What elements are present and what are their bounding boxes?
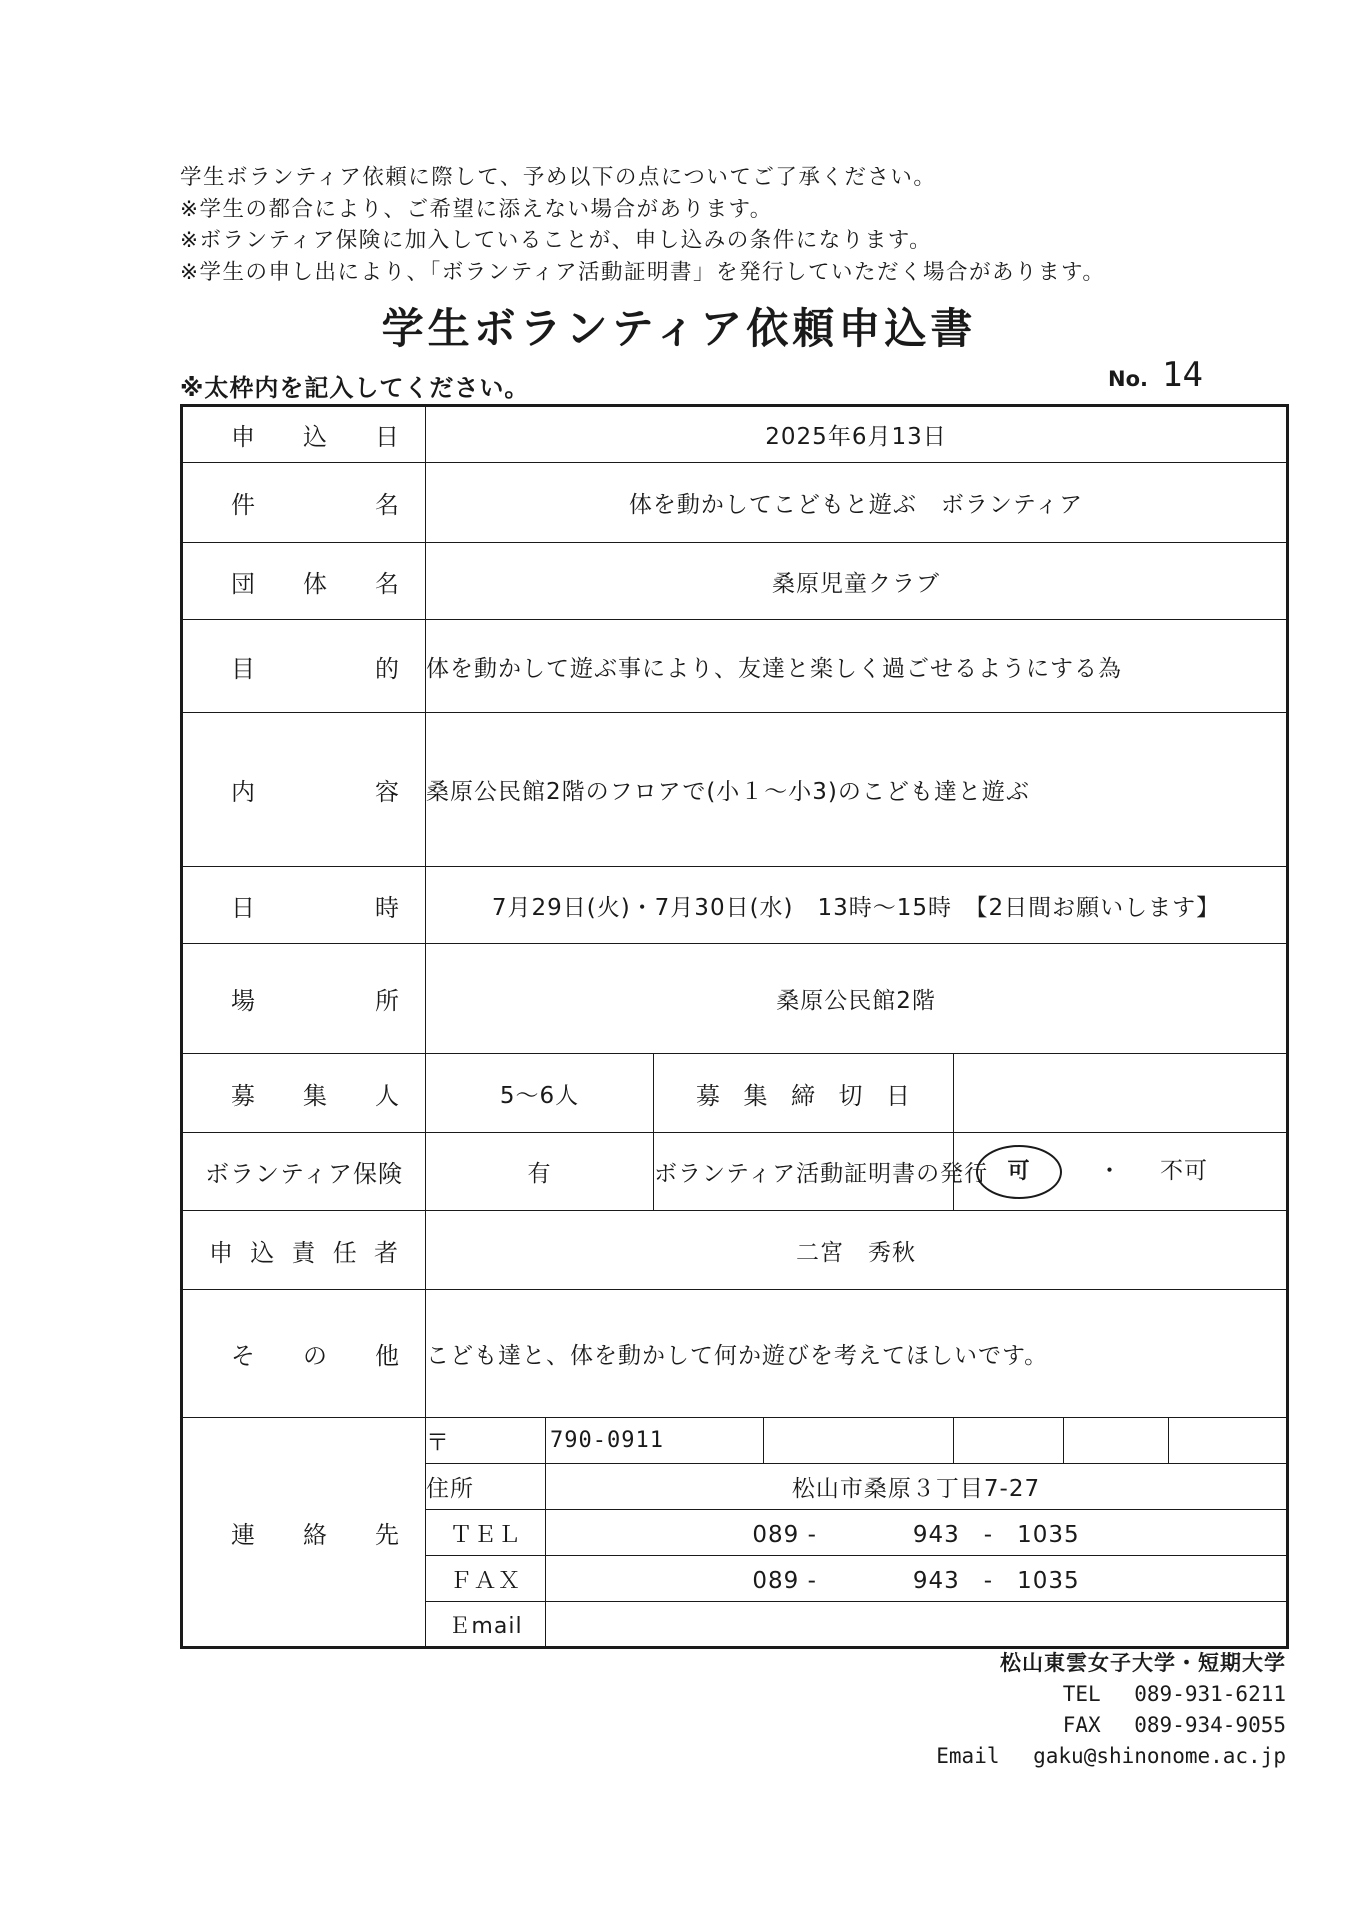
insurance-value[interactable]: 有 xyxy=(426,1133,654,1211)
deadline-value[interactable] xyxy=(954,1054,1288,1133)
university-contact xyxy=(936,1648,1286,1772)
university-name: 松山東雲女子大学・短期大学 xyxy=(1000,1651,1286,1675)
address-label: 住所 xyxy=(426,1464,546,1510)
tel-value[interactable]: 089 - 943 - 1035 xyxy=(546,1510,1288,1556)
row-insurance xyxy=(182,1133,1288,1211)
place-label: 場 所 xyxy=(182,944,426,1054)
option-separator: ・ xyxy=(1098,1157,1122,1184)
recruit-label: 募 集 人 xyxy=(182,1054,426,1133)
insurance-label: ボランティア保険 xyxy=(182,1133,426,1211)
datetime-value[interactable]: 7月29日(火)・7月30日(水) 13時～15時 【2日間お願いします】 xyxy=(426,867,1288,944)
responsible-label: 申 込 責 任 者 xyxy=(182,1211,426,1290)
responsible-value[interactable]: 二宮 秀秋 xyxy=(426,1211,1288,1290)
option-yes-circled[interactable]: 可 xyxy=(976,1145,1062,1199)
email-value[interactable] xyxy=(546,1602,1288,1648)
recruit-count-value[interactable]: 5～6人 xyxy=(426,1054,654,1133)
document-number xyxy=(1108,355,1203,395)
place-value[interactable]: 桑原公民館2階 xyxy=(426,944,1288,1054)
content-value[interactable]: 桑原公民館2階のフロアで(小１～小3)のこども達と遊ぶ xyxy=(426,713,1288,867)
doc-number-label: No. xyxy=(1108,367,1148,391)
row-other xyxy=(182,1290,1288,1418)
fax-value[interactable]: 089 - 943 - 1035 xyxy=(546,1556,1288,1602)
notice-line: ※ボランティア保険に加入していることが、申し込みの条件になります。 xyxy=(180,228,933,253)
organization-label: 団 体 名 xyxy=(182,543,426,620)
postal-label: 〒 xyxy=(426,1418,546,1464)
row-responsible xyxy=(182,1211,1288,1290)
application-date-value[interactable]: 2025年6月13日 xyxy=(426,406,1288,463)
row-application-date xyxy=(182,406,1288,463)
row-organization xyxy=(182,543,1288,620)
university-tel: TEL 089-931-6211 xyxy=(1062,1682,1286,1706)
row-purpose xyxy=(182,620,1288,713)
postal-extra-cell[interactable] xyxy=(1064,1418,1169,1464)
subject-value[interactable]: 体を動かしてこどもと遊ぶ ボランティア xyxy=(426,463,1288,543)
certificate-options xyxy=(954,1133,1288,1211)
university-fax: FAX 089-934-9055 xyxy=(1062,1713,1286,1737)
notice-line: ※学生の都合により、ご希望に添えない場合があります。 xyxy=(180,196,773,222)
fax-label: ＦＡＸ xyxy=(426,1556,546,1602)
content-label: 内 容 xyxy=(182,713,426,867)
notice-block xyxy=(180,162,1240,288)
address-value[interactable]: 松山市桑原３丁目7-27 xyxy=(546,1464,1288,1510)
purpose-value[interactable]: 体を動かして遊ぶ事により、友達と楽しく過ごせるようにする為 xyxy=(426,620,1288,713)
deadline-label: 募 集 締 切 日 xyxy=(654,1054,954,1133)
instruction-text: ※太枠内を記入してください。 xyxy=(180,374,530,402)
row-place xyxy=(182,944,1288,1054)
notice-line: ※学生の申し出により、「ボランティア活動証明書」を発行していただく場合があります。 xyxy=(180,259,1106,285)
university-email: Email gaku@shinonome.ac.jp xyxy=(936,1744,1286,1768)
notice-line: 学生ボランティア依頼に際して、予め以下の点についてご了承ください。 xyxy=(180,165,937,190)
postal-value[interactable]: 790-0911 xyxy=(546,1418,764,1464)
contact-label: 連 絡 先 xyxy=(182,1418,426,1648)
row-recruit xyxy=(182,1054,1288,1133)
postal-extra-cell[interactable] xyxy=(1169,1418,1288,1464)
row-subject xyxy=(182,463,1288,543)
datetime-label: 日 時 xyxy=(182,867,426,944)
other-label: そ の 他 xyxy=(182,1290,426,1418)
subject-label: 件 名 xyxy=(182,463,426,543)
row-content xyxy=(182,713,1288,867)
application-date-label: 申 込 日 xyxy=(182,406,426,463)
email-label: Ｅmail xyxy=(426,1602,546,1648)
application-form xyxy=(180,404,1289,1649)
organization-value[interactable]: 桑原児童クラブ xyxy=(426,543,1288,620)
row-datetime xyxy=(182,867,1288,944)
row-postal xyxy=(182,1418,1288,1464)
option-no[interactable]: 不可 xyxy=(1160,1157,1208,1184)
other-value[interactable]: こども達と、体を動かして何か遊びを考えてほしいです。 xyxy=(426,1290,1288,1418)
certificate-label: ボランティア活動証明書の発行 xyxy=(654,1133,954,1211)
postal-extra-cell[interactable] xyxy=(764,1418,954,1464)
tel-label: ＴＥＬ xyxy=(426,1510,546,1556)
doc-number-value: 14 xyxy=(1161,355,1203,395)
form-title: 学生ボランティア依頼申込書 xyxy=(381,304,977,353)
purpose-label: 目 的 xyxy=(182,620,426,713)
postal-extra-cell[interactable] xyxy=(954,1418,1064,1464)
